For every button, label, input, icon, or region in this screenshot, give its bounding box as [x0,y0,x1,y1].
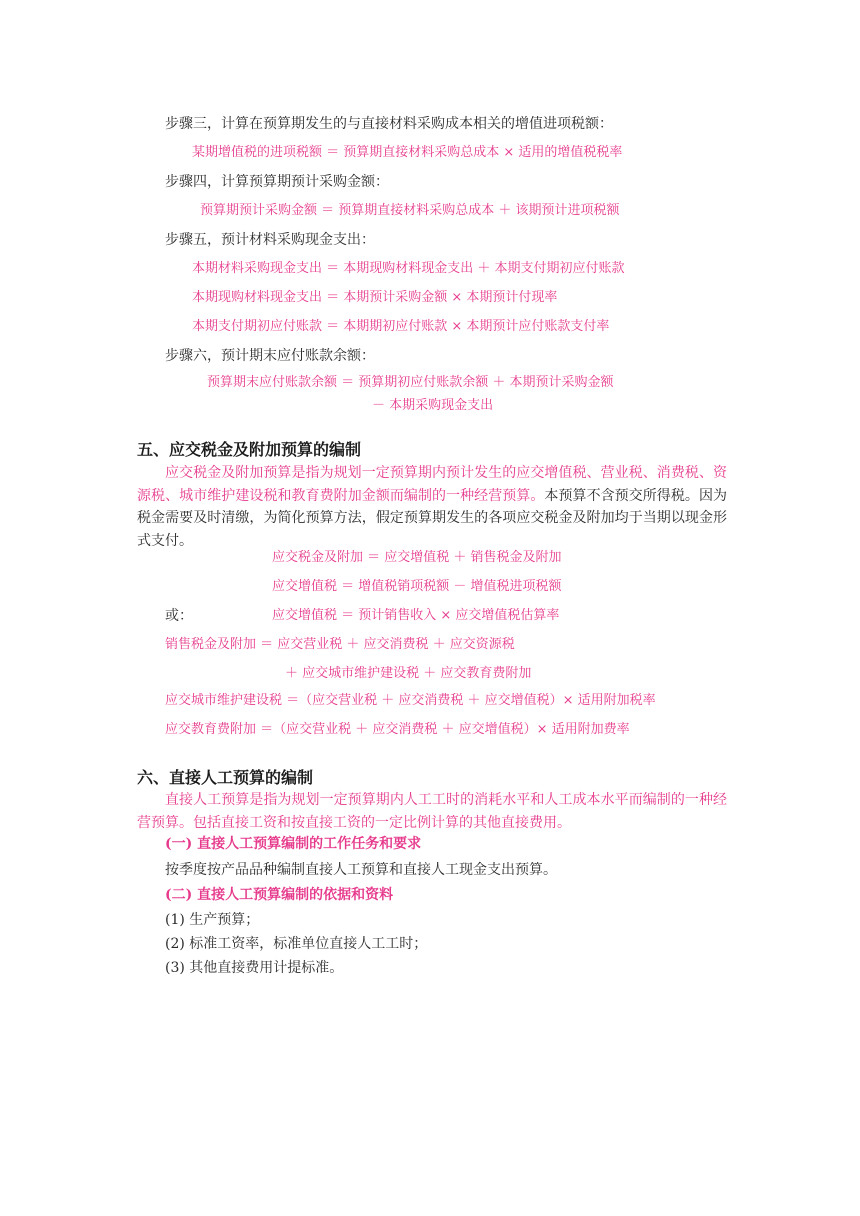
formula-input-vat: 某期增值税的进项税额 ＝ 预算期直接材料采购总成本 × 适用的增值税税率 [192,145,623,160]
section-five-definition: 应交税金及附加预算是指为规划一定预算期内预计发生的应交增值税、营业税、消费税、资源税、城市维护建设税和教育费附加金额而编制的一种经营预算。 [137,465,727,504]
formula-purchase-amount: 预算期预计采购金额 ＝ 预算期直接材料采购总成本 ＋ 该期预计进项税额 [200,203,620,218]
step-six-text: 步骤六，预计期末应付账款余额： [165,348,375,364]
formula-payables-paid: 本期支付期初应付账款 ＝ 本期期初应付账款 × 本期预计应付账款支付率 [192,319,610,334]
section-five-heading: 五、应交税金及附加预算的编制 [137,440,362,459]
subheading-basis: (二) 直接人工预算编制的依据和资料 [165,887,394,903]
section-six-heading: 六、直接人工预算的编制 [137,768,314,787]
or-label: 或： [165,608,193,624]
section-six-paragraph: 直接人工预算是指为规划一定预算期内人工工时的消耗水平和人工成本水平而编制的一种经营预算。包括直接工资和按直接工资的一定比例计算的其他直接费用。 [137,792,727,831]
tasks-text: 按季度按产品品种编制直接人工预算和直接人工现金支出预算。 [165,862,557,878]
formula-urban-tax: 应交城市维护建设税 ＝（应交营业税 ＋ 应交消费税 ＋ 应交增值税）× 适用附加税率 [165,693,656,708]
formula-sales-taxes-line2: ＋ 应交城市维护建设税 ＋ 应交教育费附加 [285,666,532,681]
step-five-text: 步骤五，预计材料采购现金支出： [165,232,375,248]
list-item: (3) 其他直接费用计提标准。 [165,960,344,976]
list-item: (2) 标准工资率，标准单位直接人工工时； [165,936,428,952]
section-five-note: 本预算不含预交所得税。因为税金需要及时清缴，为简化预算方法，假定预算期发生的各项应交税金及附加均于当期以现金形式支付。 [137,487,728,549]
formula-ending-payables-line2: － 本期采购现金支出 [372,398,494,413]
step-three-text: 步骤三，计算在预算期发生的与直接材料采购成本相关的增值进项税额： [165,116,613,132]
formula-sales-taxes-line1: 销售税金及附加 ＝ 应交营业税 ＋ 应交消费税 ＋ 应交资源税 [165,637,515,652]
step-four-text: 步骤四，计算预算期预计采购金额： [165,174,389,190]
formula-education-surcharge: 应交教育费附加 ＝（应交营业税 ＋ 应交消费税 ＋ 应交增值税）× 适用附加费率 [165,722,630,737]
formula-vat-payable: 应交增值税 ＝ 增值税销项税额 － 增值税进项税额 [272,579,562,594]
formula-vat-estimate: 应交增值税 ＝ 预计销售收入 × 应交增值税估算率 [272,608,560,623]
section-five-paragraph [137,462,727,552]
formula-cash-outflow: 本期材料采购现金支出 ＝ 本期现购材料现金支出 ＋ 本期支付期初应付账款 [192,261,625,276]
subheading-tasks: (一) 直接人工预算编制的工作任务和要求 [165,836,422,852]
formula-cash-purchase: 本期现购材料现金支出 ＝ 本期预计采购金额 × 本期预计付现率 [192,290,558,305]
list-item: (1) 生产预算； [165,912,260,928]
formula-ending-payables-line1: 预算期末应付账款余额 ＝ 预算期初应付账款余额 ＋ 本期预计采购金额 [207,375,614,390]
formula-taxes-total: 应交税金及附加 ＝ 应交增值税 ＋ 销售税金及附加 [272,550,562,565]
